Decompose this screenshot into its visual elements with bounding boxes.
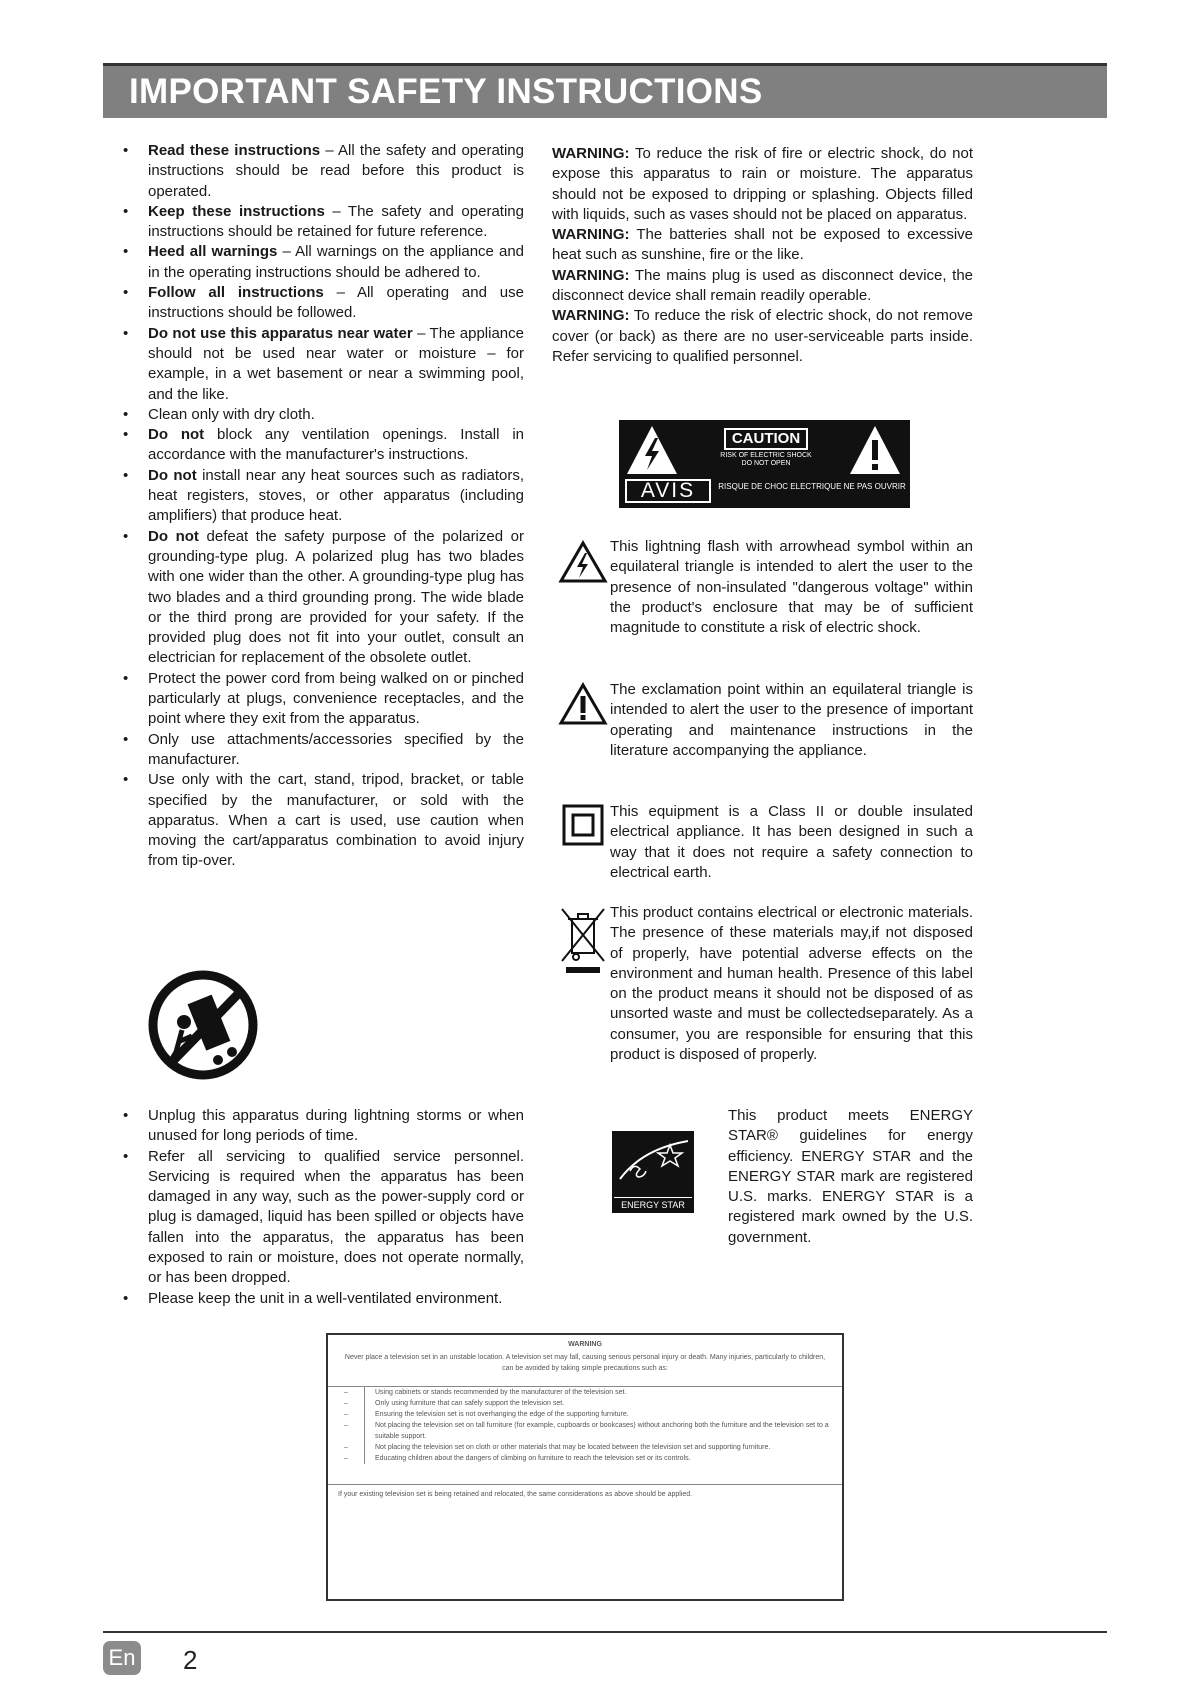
cart-tip-over-icon (148, 970, 258, 1080)
dash-marker: – (328, 1387, 365, 1398)
warning-text: To reduce the risk of electric shock, do not remove cover (or back) as there are no user-serviceable parts inside. Refer servicing to qualified personnel. (552, 307, 973, 365)
instruction-item (120, 405, 524, 425)
caution-title: CAUTION (724, 428, 808, 450)
exclamation-triangle-icon (848, 424, 902, 476)
weee-symbol-text: This product contains electrical or electronic materials. The presence of these materials may,if not disposed of properly, have potential adverse effects on the environment and human health. Presence of this label on the product means it should not be disposed of as unsorted waste and must be collectedseparately. As a consumer, you are responsible for ensuring that this product is disposed of properly. (610, 904, 973, 1064)
tv-warning-intro: Never place a television set in an unstable location. A television set may fall, causing serious personal injury or death. Many injuries, particularly to children, can be avoided by taking simple precautions such as: (344, 1354, 826, 1372)
instruction-item (120, 669, 524, 730)
instruction-lead: Do not (148, 426, 205, 444)
tv-warning-item-text: Not placing the television set on tall furniture (for example, cupboards or bookcases) without anchoring both the furniture and the television set to a suitable support. (375, 1422, 829, 1440)
instruction-item (120, 730, 524, 771)
instruction-item: • Refer all servicing to qualified service personnel. Servicing is required when the apparatus has been damaged in any way, such as the power-supply cord or plug is damaged, liquid has been spilled or objects have fallen into the apparatus, the apparatus has been exposed to rain or moisture, does not operate normally, or has been dropped. (120, 1147, 524, 1289)
instruction-text: – The appliance should not be used near water or moisture – for example, in a wet basement or near a swimming pool, and the like. (148, 324, 524, 403)
language-badge: En (103, 1641, 141, 1675)
energy-star-logo (612, 1131, 694, 1213)
weee-bin-icon (558, 905, 608, 977)
footer-rule (103, 1631, 1107, 1633)
instruction-lead: Read these instructions (148, 142, 321, 159)
exclamation-symbol-text: The exclamation point within an equilateral triangle is intended to alert the user to the presence of important operating and maintenance instructions in the literature accompanying the appliance. (610, 681, 973, 759)
instruction-list (120, 141, 524, 872)
warning-paragraph (552, 266, 973, 307)
tv-tipover-warning-box (326, 1333, 844, 1601)
warning-text: The mains plug is used as disconnect device, the disconnect device shall remain readily operable. (552, 266, 973, 305)
double-insulated-icon (558, 804, 608, 846)
instruction-lead: Do not (148, 466, 197, 484)
dash-marker: – (328, 1409, 365, 1420)
instruction-item (120, 770, 524, 871)
warning-label: WARNING: (552, 145, 630, 162)
title-banner (103, 66, 1107, 118)
dash-marker: – (328, 1453, 365, 1464)
page-title: IMPORTANT SAFETY INSTRUCTIONS (129, 72, 763, 111)
tv-warning-item (328, 1409, 842, 1420)
tv-warning-item (328, 1398, 842, 1409)
instruction-lead: Do not (148, 527, 199, 545)
instruction-item (120, 324, 524, 405)
instruction-text: – All warnings on the appliance and in the operating instructions should be adhered to. (148, 243, 525, 281)
warning-text: The batteries shall not be exposed to excessive heat such as sunshine, fire or the like. (552, 226, 973, 264)
warnings-block (552, 144, 973, 367)
lightning-triangle-icon (625, 424, 679, 476)
instruction-item (120, 466, 524, 527)
instruction-item (120, 425, 524, 466)
tv-warning-title: WARNING (568, 1341, 602, 1348)
tv-warning-item (328, 1442, 842, 1453)
caution-subtext: RISK OF ELECTRIC SHOCK DO NOT OPEN (720, 452, 812, 467)
tv-warning-item (328, 1387, 842, 1398)
energy-star-icon (612, 1131, 694, 1193)
instruction-item (120, 527, 524, 669)
instruction-item: • Please keep the unit in a well-ventilated environment. (120, 1289, 524, 1309)
dash-marker: – (328, 1398, 365, 1409)
instruction-text: defeat the safety purpose of the polarized or grounding-type plug. A polarized plug has two blades with one wider than the other. A grounding-type plug has two blades and a third grounding prong. The wide blade or the third prong are provided for your safety. If the provided plug does not fit into your outlet, consult an electrician for replacement of the obsolete outlet. (148, 527, 525, 667)
lightning-symbol-icon (558, 540, 608, 584)
tv-warning-item-text: Not placing the television set on cloth or other materials that may be located between the television set and supporting furniture. (375, 1444, 771, 1451)
instruction-text: – The safety and operating instructions should be retained for future reference. (148, 202, 524, 241)
tv-warning-item-text: Educating children about the dangers of climbing on furniture to reach the television set or its controls. (375, 1455, 691, 1462)
instruction-item (120, 242, 524, 283)
warning-label: WARNING: (552, 266, 630, 284)
tv-warning-items (328, 1386, 842, 1464)
instruction-text: Protect the power cord from being walked on or pinched particularly at plugs, convenience receptacles, and the point where they exit from the apparatus. (148, 669, 524, 728)
tv-warning-item-text: Only using furniture that can safely support the television set. (375, 1400, 565, 1407)
energy-star-label: ENERGY STAR (614, 1197, 692, 1210)
dash-marker: – (328, 1442, 365, 1453)
instruction-text: Use only with the cart, stand, tripod, bracket, or table specified by the manufacturer, or sold with the apparatus. When a cart is used, use caution when moving the cart/apparatus combination to avoid injury from tip-over. (148, 771, 524, 870)
tv-warning-item-text: Ensuring the television set is not overhanging the edge of the supporting furniture. (375, 1411, 629, 1418)
instruction-item (120, 141, 524, 202)
instruction-lead: Heed all warnings (148, 243, 278, 261)
exclamation-symbol-icon (558, 682, 608, 726)
avis-title: AVIS (625, 479, 711, 503)
lightning-symbol-text: This lightning flash with arrowhead symbol within an equilateral triangle is intended to alert the user to the presence of non-insulated "dangerous voltage" within the product's enclosure that may be of sufficient magnitude to constitute a risk of electric shock. (610, 538, 973, 637)
warning-label: WARNING: (552, 226, 630, 244)
warning-label: WARNING: (552, 307, 630, 325)
tv-warning-footer: If your existing television set is being retained and relocated, the same considerations as above should be applied. (328, 1484, 842, 1504)
instruction-item (120, 202, 524, 243)
instruction-text: Clean only with dry cloth. (148, 405, 315, 423)
instruction-lead: Keep these instructions (148, 202, 325, 220)
avis-subtext: RISQUE DE CHOC ELECTRIQUE NE PAS OUVRIR (718, 482, 906, 491)
instruction-text: – All the safety and operating instructions should be read before this product is operated. (148, 142, 524, 200)
page-number: 2 (183, 1645, 198, 1675)
tv-warning-item (328, 1420, 842, 1442)
warning-text: To reduce the risk of fire or electric shock, do not expose this apparatus to rain or moisture. The apparatus should not be exposed to dripping or splashing. Objects filled with liquids, such as vases should not be placed on apparatus. (552, 145, 973, 223)
warning-paragraph (552, 306, 973, 367)
instruction-lead: Do not use this apparatus near water (148, 324, 413, 342)
tv-warning-item (328, 1453, 842, 1464)
instruction-item (120, 283, 524, 324)
tv-warning-item-text: Using cabinets or stands recommended by the manufacturer of the television set. (375, 1389, 627, 1396)
instruction-text: – All operating and use instructions should be followed. (148, 284, 524, 322)
warning-paragraph (552, 144, 973, 225)
dash-marker: – (328, 1420, 365, 1442)
class2-symbol-text: This equipment is a Class II or double insulated electrical appliance. It has been designed in such a way that it does not require a safety connection to electrical earth. (610, 803, 973, 881)
caution-label (619, 420, 910, 508)
instruction-text: install near any heat sources such as radiators, heat registers, stoves, or other apparatus (including amplifiers) that produce heat. (148, 466, 525, 525)
left-column (120, 141, 524, 872)
instruction-lead: Follow all instructions (148, 284, 324, 302)
instruction-item: • Unplug this apparatus during lightning storms or when unused for long periods of time. (120, 1106, 524, 1147)
instruction-list-lower (120, 1106, 524, 1309)
warning-paragraph (552, 225, 973, 266)
instruction-text: block any ventilation openings. Install in accordance with the manufacturer's instructions. (148, 426, 525, 464)
energy-star-text: This product meets ENERGY STAR® guidelines for energy efficiency. ENERGY STAR and the ENERGY STAR mark are registered U.S. marks. ENERGY STAR is a registered mark owned by the U.S. government. (728, 1107, 973, 1246)
instruction-text: Only use attachments/accessories specified by the manufacturer. (148, 730, 524, 768)
left-column-lower (120, 1106, 524, 1309)
